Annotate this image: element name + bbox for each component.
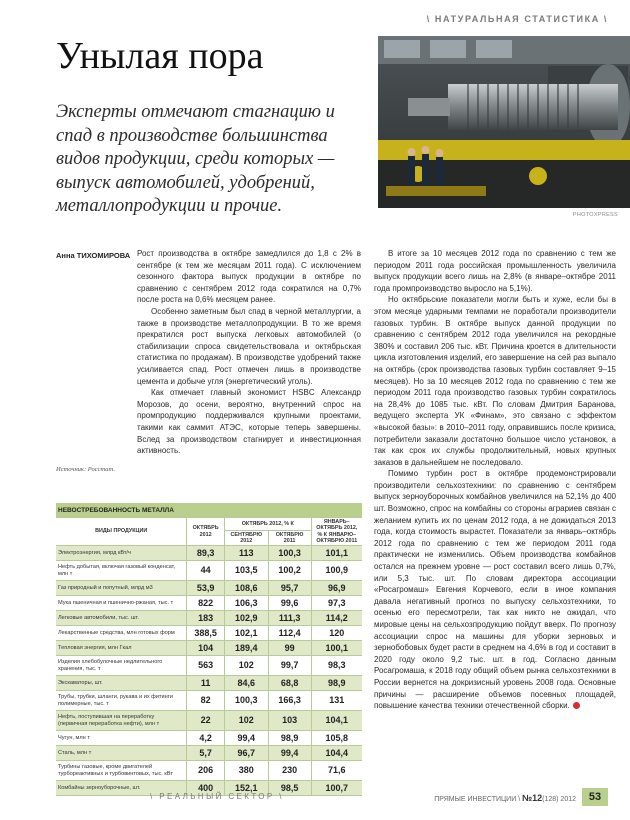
value-ytd: 104,4 — [311, 746, 362, 761]
row-label: Лекарственные средства, млн готовых форм — [56, 626, 187, 641]
value-vs-oct2011: 103 — [268, 711, 311, 731]
value-ytd: 98,9 — [311, 676, 362, 691]
value-ytd: 101,1 — [311, 546, 362, 561]
value-vs-sep2012: 102,1 — [224, 626, 268, 641]
value-oct2012: 563 — [187, 656, 225, 676]
value-ytd: 98,3 — [311, 656, 362, 676]
value-vs-oct2011: 95,7 — [268, 581, 311, 596]
value-oct2012: 22 — [187, 711, 225, 731]
col-header-ytd: ЯНВАРЬ–ОКТЯБРЬ 2012, % К ЯНВАРЮ–ОКТЯБРЮ 2011 — [311, 518, 362, 546]
table-row — [56, 746, 362, 761]
row-label: Турбины газовые, кроме двигателей турбореактивных и турбовинтовых, тыс. кВт — [56, 761, 187, 781]
row-label: Электроэнергия, млрд кВт/ч — [56, 546, 187, 561]
value-ytd: 97,3 — [311, 596, 362, 611]
value-oct2012: 89,3 — [187, 546, 225, 561]
value-ytd: 100,7 — [311, 781, 362, 796]
row-label: Газ природный и попутный, млрд м3 — [56, 581, 187, 596]
row-label: Мука пшеничная и пшенично-ржаная, тыс. т — [56, 596, 187, 611]
table-row — [56, 581, 362, 596]
value-ytd: 71,6 — [311, 761, 362, 781]
row-label: Трубы, трубки, шланги, рукава и их фитинги полимерные, тыс. т — [56, 691, 187, 711]
value-oct2012: 5,7 — [187, 746, 225, 761]
value-vs-sep2012: 96,7 — [224, 746, 268, 761]
issue-year: (128) 2012 — [542, 796, 576, 803]
table-row — [56, 641, 362, 656]
value-vs-oct2011: 99 — [268, 641, 311, 656]
value-vs-sep2012: 380 — [224, 761, 268, 781]
col-header-sep2012: СЕНТЯБРЮ 2012 — [224, 531, 268, 546]
table-header-row — [56, 518, 362, 531]
row-label: Комбайны зерноуборочные, шт. — [56, 781, 187, 796]
value-vs-oct2011: 99,6 — [268, 596, 311, 611]
value-vs-oct2011: 112,4 — [268, 626, 311, 641]
value-vs-sep2012: 106,3 — [224, 596, 268, 611]
value-oct2012: 388,5 — [187, 626, 225, 641]
table-row — [56, 561, 362, 581]
value-oct2012: 44 — [187, 561, 225, 581]
paragraph — [374, 468, 616, 711]
value-vs-sep2012: 84,6 — [224, 676, 268, 691]
issue-number: №12 — [522, 793, 543, 803]
table-row — [56, 676, 362, 691]
end-of-article-icon — [573, 702, 580, 709]
footer-section: \ РЕАЛЬНЫЙ СЕКТОР \ — [150, 792, 284, 801]
table-row — [56, 611, 362, 626]
value-vs-sep2012: 103,5 — [224, 561, 268, 581]
value-ytd: 120 — [311, 626, 362, 641]
table-row — [56, 711, 362, 731]
table-row — [56, 656, 362, 676]
value-vs-sep2012: 102,9 — [224, 611, 268, 626]
value-vs-oct2011: 100,3 — [268, 546, 311, 561]
row-label: Тепловая энергия, млн Гкал — [56, 641, 187, 656]
table-row — [56, 691, 362, 711]
value-vs-oct2011: 98,5 — [268, 781, 311, 796]
paragraph: В итоге за 10 месяцев 2012 года по сравнению с тем же периодом 2011 года российская промышленность увеличила выпуск продукции всего лишь на 2,8% (в январе–октябре 2011 года промпроизводство выросло на 5,1%). — [374, 249, 616, 293]
value-vs-sep2012: 189,4 — [224, 641, 268, 656]
value-vs-sep2012: 100,3 — [224, 691, 268, 711]
industrial-turbine-photo-icon — [378, 36, 630, 208]
value-oct2012: 822 — [187, 596, 225, 611]
row-label: Чугун, млн т — [56, 731, 187, 746]
metal-table — [56, 503, 362, 796]
value-vs-sep2012: 152,1 — [224, 781, 268, 796]
value-vs-oct2011: 100,2 — [268, 561, 311, 581]
page-number: 53 — [582, 788, 608, 806]
row-label: Нефть добытая, включая газовый конденсат, млн т — [56, 561, 187, 581]
value-vs-oct2011: 68,8 — [268, 676, 311, 691]
value-oct2012: 183 — [187, 611, 225, 626]
value-oct2012: 4,2 — [187, 731, 225, 746]
table-row — [56, 731, 362, 746]
article-lede: Эксперты отмечают стагнацию и спад в производстве большинства видов продукции, среди которых — выпуск автомобилей, удобрений, металлопродукции и прочие. — [56, 102, 335, 216]
table-row — [56, 626, 362, 641]
value-vs-oct2011: 111,3 — [268, 611, 311, 626]
value-ytd: 114,2 — [311, 611, 362, 626]
paragraph: Особенно заметным был спад в черной металлургии, а также в производстве металлопродукции. В то же время прекратился рост выпуска легковых автомобилей (о стабилизации спроса свидетельствовала и октябрьская статистика по продажам). В производстве удобрений также усиливается спад. Рост отмечен лишь в производстве цемента и добыче угля (энергетический уголь). — [137, 306, 361, 386]
col-header-oct2012: ОКТЯБРЬ 2012 — [187, 518, 225, 546]
value-oct2012: 11 — [187, 676, 225, 691]
author-name: Анна ТИХОМИРОВА — [56, 251, 131, 260]
table-caption: НЕВОСТРЕБОВАННОСТЬ МЕТАЛЛА — [56, 503, 362, 518]
article-column-2 — [374, 248, 616, 712]
value-vs-sep2012: 108,6 — [224, 581, 268, 596]
row-label: Нефть, поступившая на переработку (первичная переработка нефти), млн т — [56, 711, 187, 731]
paragraph: Но октябрьские показатели могли быть и хуже, если бы в этом месяце ударными темпами не поработали производители газовых турбин. В октябре выпуск данной продукции по сравнению с сентябрем 2012 года увеличился на рекордные 380% и составил 206 тыс. кВт. Причина кроется в длительности цикла изготовления изделий, его завершение на сей раз выпало на октябрь (срок производства газовых турбин составляет 9–15 месяцев). Но за 10 месяцев 2012 года по сравнению с тем же периодом 2011 года производство газовых турбин сократилось на 28,4% до 1085 тыс. кВт. По словам Дмитрия Баранова, ведущего эксперта УК «Финам», это связано с эффектом «высокой базы»: в 2010–2011 году, оправившись после кризиса, потребители заказали достаточно большое число установок, а так как срок их службы продолжительный, новых крупных заказов в дальнейшем не последовало. — [374, 295, 616, 467]
value-ytd: 131 — [311, 691, 362, 711]
value-oct2012: 104 — [187, 641, 225, 656]
value-oct2012: 400 — [187, 781, 225, 796]
table-row — [56, 596, 362, 611]
value-vs-oct2011: 98,9 — [268, 731, 311, 746]
col-header-group: ОКТЯБРЬ 2012, % К — [224, 518, 311, 531]
paragraph-text: Помимо турбин рост в октябре продемонстрировали производители сельхозтехники: по сравнению с сентябрем выпуск зерноуборочных комбайнов увеличился на 52,1% до 400 шт. Возможно, спрос на комбайны со стороны аграриев связан с желанием купить их по ценам 2012 года, а не дожидаться 2013 года, когда стоимость вырастет. Показатели за январь–октябрь 2012 года по сравнению с тем же периодом 2011 года практически не изменились. Объем производства комбайнов остался на прежнем уровне — рост составил всего лишь 0,7%, или 5,3 тыс. шт. По словам директора ассоциации «Росагромаш» Евгения Корчевого, если в иное компания давала негативный прогноз по выпуску сельхозтехники, то осенью его пересмотрели, так как никто не ожидал, что мировые цены на сельхозпродукцию пойдут вверх. По прогнозу ассоциации спрос на машины для уборки зерновых и зернобобовых будет расти в среднем на 4,6% в год и составит в 2020 году около 9,2 тыс. шт. в год. Согласно данным Росагромаша, к 2018 году общий объем рынка сельхозтехники в России вернется на докризисный уровень 2008 года. Основные причины — расширение объемов посевных площадей, повышение качества техники отечественной сборки. — [374, 469, 616, 711]
value-vs-oct2011: 230 — [268, 761, 311, 781]
table-row — [56, 546, 362, 561]
row-label: Сталь, млн т — [56, 746, 187, 761]
row-label: Изделия хлебобулочные недлительного хранения, тыс. т — [56, 656, 187, 676]
value-ytd: 104,1 — [311, 711, 362, 731]
table-row — [56, 761, 362, 781]
value-vs-oct2011: 166,3 — [268, 691, 311, 711]
section-kicker: \ НАТУРАЛЬНАЯ СТАТИСТИКА \ — [426, 14, 608, 24]
col-header-oct2011: ОКТЯБРЮ 2011 — [268, 531, 311, 546]
value-ytd: 100,9 — [311, 561, 362, 581]
magazine-name: ПРЯМЫЕ ИНВЕСТИЦИИ — [434, 796, 517, 803]
value-ytd: 96,9 — [311, 581, 362, 596]
value-vs-oct2011: 99,7 — [268, 656, 311, 676]
row-label: Легковые автомобили, тыс. шт. — [56, 611, 187, 626]
table-caption-row — [56, 503, 362, 518]
value-vs-sep2012: 113 — [224, 546, 268, 561]
value-vs-sep2012: 99,4 — [224, 731, 268, 746]
article-column-1 — [137, 248, 361, 457]
row-label: Экскаваторы, шт. — [56, 676, 187, 691]
value-vs-sep2012: 102 — [224, 656, 268, 676]
value-oct2012: 206 — [187, 761, 225, 781]
article-title: Унылая пора — [56, 35, 264, 77]
value-oct2012: 82 — [187, 691, 225, 711]
value-ytd: 100,1 — [311, 641, 362, 656]
value-oct2012: 53,9 — [187, 581, 225, 596]
source-note: Источник: Росстат. — [56, 466, 115, 473]
footer-magazine: ПРЯМЫЕ ИНВЕСТИЦИИ \ №12(128) 2012 — [434, 793, 576, 803]
photo-credit: PHOTOXPRESS — [572, 212, 618, 218]
turbine-photo — [378, 36, 630, 208]
value-vs-sep2012: 102 — [224, 711, 268, 731]
value-ytd: 105,8 — [311, 731, 362, 746]
value-vs-oct2011: 99,4 — [268, 746, 311, 761]
paragraph: Рост производства в октябре замедлился до 1,8 с 2% в сентябре (к тем же месяцам 2011 года). С исключением сезонного фактора выпуск продукции в октябре по сравнению с сентябрем 2012 года сократился на 0,7% после роста на 0,6% месяцем ранее. — [137, 249, 361, 305]
paragraph: Как отмечает главный экономист HSBC Александр Морозов, до осени, вероятно, внутренний спрос на промпродукцию поддерживался крупными проектами, такими как саммит АТЭС, которые теперь завершены. Вслед за производством стагнирует и инвестиционная активность. — [137, 388, 361, 456]
col-header-product: ВИДЫ ПРОДУКЦИИ — [56, 518, 187, 546]
